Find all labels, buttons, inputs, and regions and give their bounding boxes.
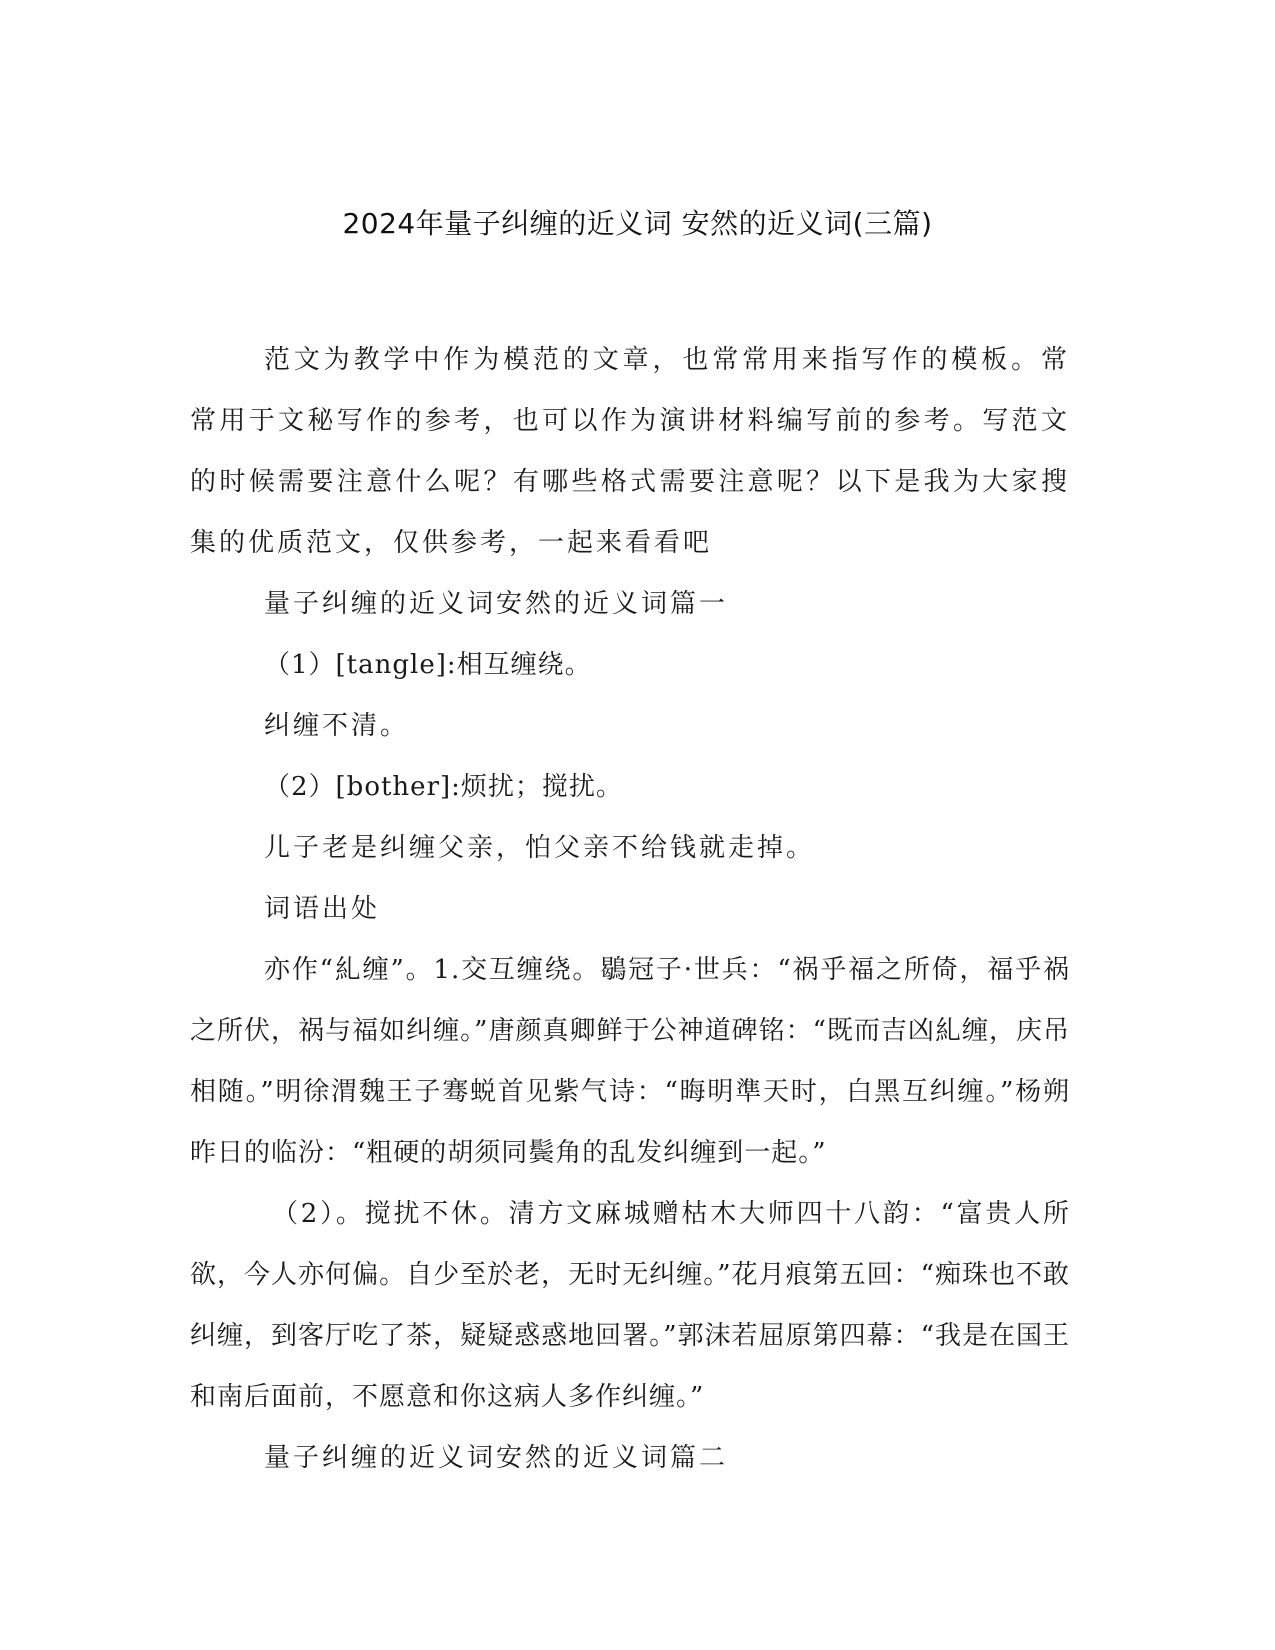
intro-paragraph: 范文为教学中作为模范的文章，也常常用来指写作的模板。常常用于文秘写作的参考，也可以作为演讲材料编写前的参考。写范文的时候需要注意什么呢？有哪些格式需要注意呢？以下是我为大家搜集的优质范文，仅供参考，一起来看看吧 (190, 345, 1070, 558)
document-title: 2024年量子纠缠的近义词 安然的近义词(三篇) (342, 207, 933, 240)
document-body (190, 330, 1070, 1489)
definition-2: （2）[bother]:烦扰；搅扰。 (264, 772, 623, 802)
definition-1: （1）[tangle]:相互缠绕。 (264, 650, 592, 680)
section-heading-1: 量子纠缠的近义词安然的近义词篇一 (264, 589, 729, 619)
source-paragraph-2: （2）。搅扰不休。清方文麻城赠枯木大师四十八韵：“富贵人所欲，今人亦何偏。自少至於老，无时无纠缠。”花月痕第五回：“痴珠也不敢纠缠，到客厅吃了茶，疑疑惑惑地回署。”郭沫若屈原第四幕：“我是在国王和南后面前，不愿意和你这病人多作纠缠。” (190, 1199, 1070, 1412)
example-2: 儿子老是纠缠父亲，怕父亲不给钱就走掉。 (264, 833, 816, 863)
example-1: 纠缠不清。 (264, 711, 410, 741)
source-heading: 词语出处 (264, 894, 381, 924)
section-heading-2: 量子纠缠的近义词安然的近义词篇二 (264, 1443, 729, 1473)
source-paragraph-1: 亦作“糺缠”。1.交互缠绕。鶡冠子·世兵：“祸乎福之所倚，福乎祸之所伏，祸与福如纠缠。”唐颜真卿鲜于公神道碑铭：“既而吉凶糺缠，庆吊相随。”明徐渭魏王子骞蜕首见紫气诗：“晦明準天时，白黑互纠缠。”杨朔昨日的临汾：“粗硬的胡须同鬓角的乱发纠缠到一起。” (190, 955, 1070, 1168)
